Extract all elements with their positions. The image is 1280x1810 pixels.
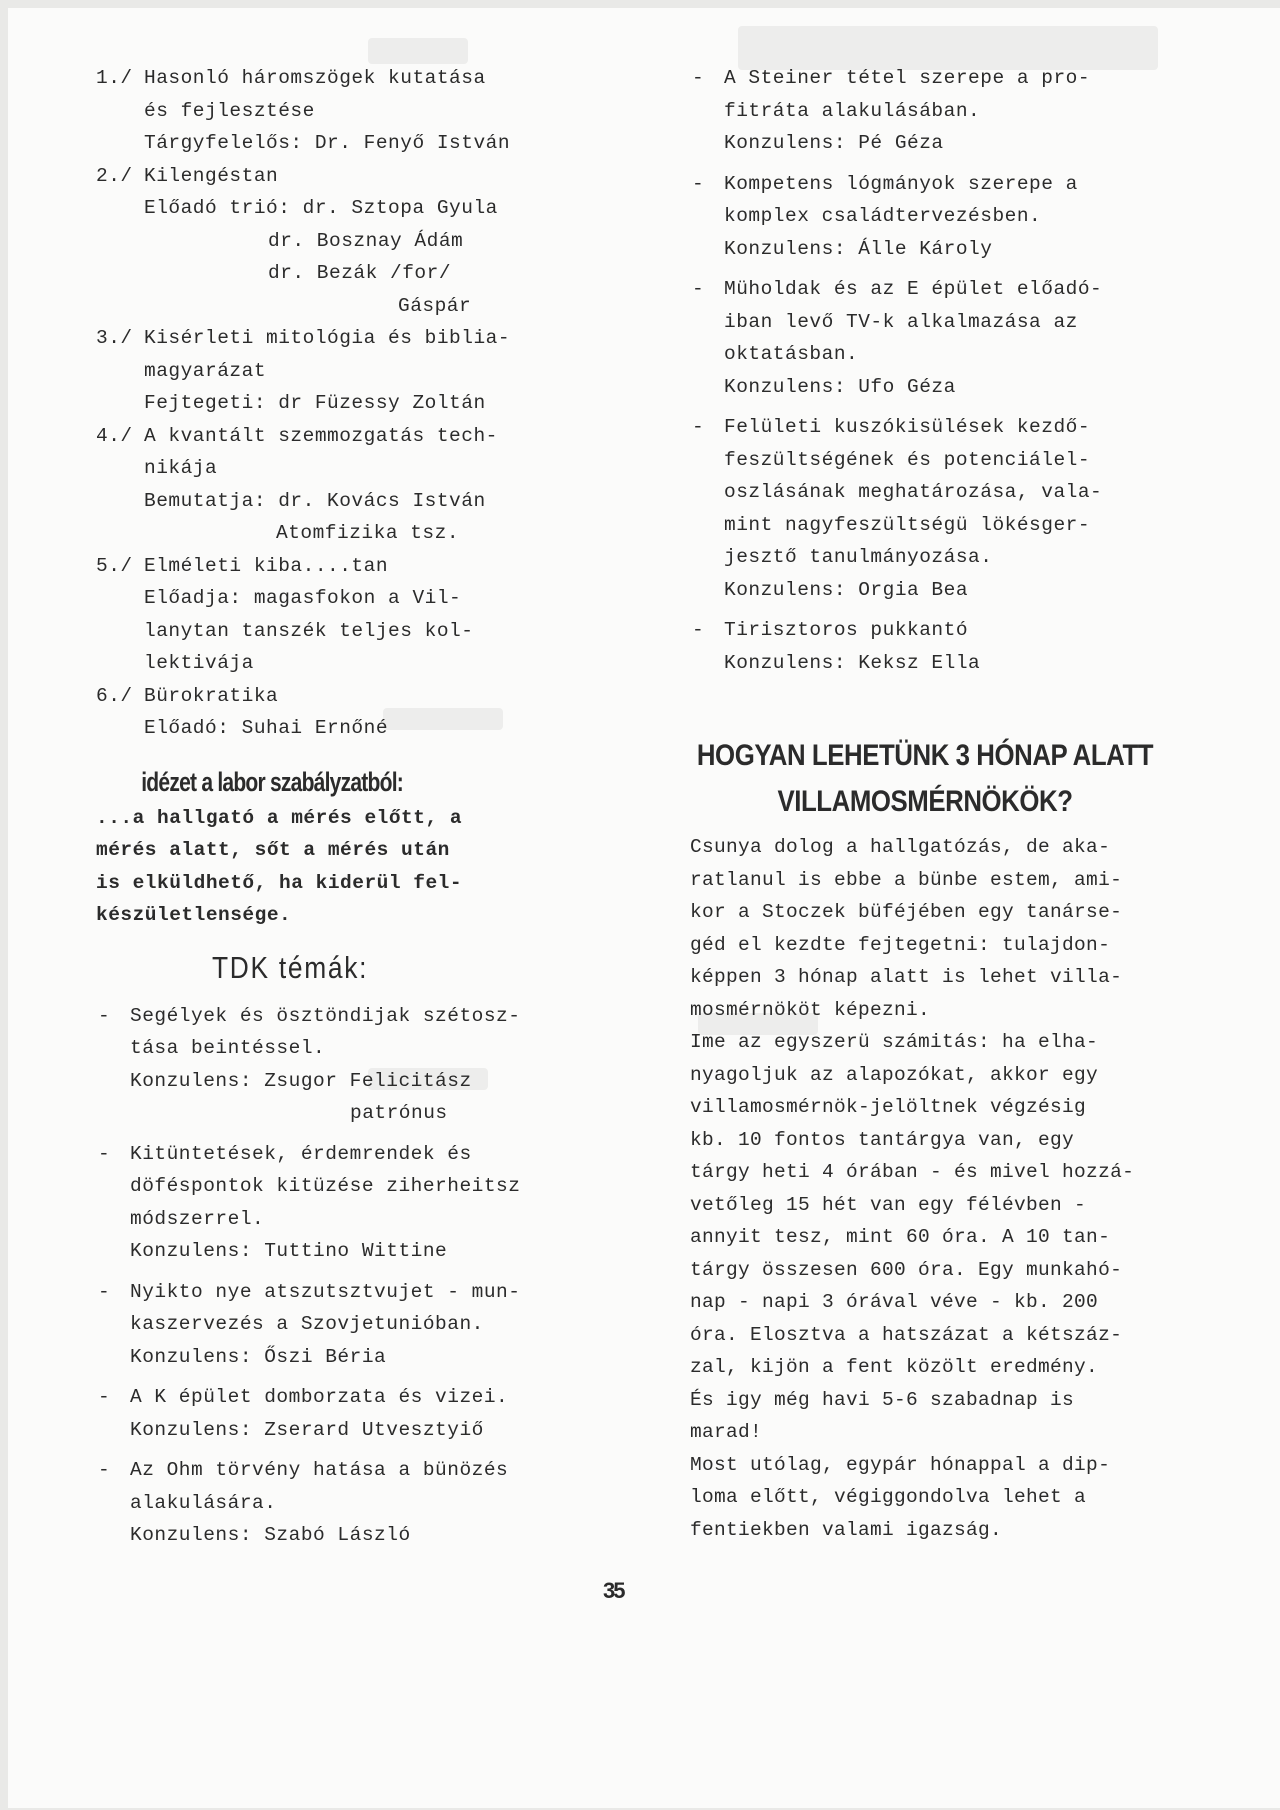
article-line: villamosmérnök-jelöltnek végzésig — [690, 1096, 1087, 1118]
lecture-number: 2./ — [96, 164, 145, 187]
tdk-item — [690, 62, 1160, 160]
tdk-line: Konzulens: Álle Károly — [724, 237, 993, 260]
article-line: képpen 3 hónap alatt is lehet villa- — [690, 966, 1123, 988]
tdk-line: Konzulens: Tuttino Wittine — [130, 1240, 448, 1262]
tdk-line: Konzulens: Zsugor Felicitász — [130, 1069, 472, 1092]
tdk-item — [96, 1276, 596, 1374]
tdk-line: tása beintéssel. — [130, 1037, 326, 1059]
article-line: Ime az egyszerü számitás: ha elha- — [690, 1031, 1099, 1053]
tdk-line: Konzulens: Ufo Géza — [724, 375, 956, 398]
page-number: 35 — [603, 1578, 624, 1603]
lecture-line: Fejtegeti: dr Füzessy Zoltán — [144, 392, 486, 414]
lecture-line: magyarázat — [144, 359, 267, 382]
tdk-line: oszlásának meghatározása, vala- — [724, 481, 1103, 503]
lecture-text: Elméleti kiba....tan — [144, 554, 389, 577]
article-line: És igy még havi 5-6 szabadnap is — [690, 1388, 1075, 1411]
tdk-line: Konzulens: Szabó László — [130, 1524, 411, 1546]
article-line: fentiekben valami igazság. — [690, 1518, 1003, 1541]
tdk-line: Konzulens: Zserard Utvesztyiő — [130, 1418, 484, 1441]
article-line: tárgy összesen 600 óra. Egy munkahó- — [690, 1258, 1123, 1281]
tdk-line: - Müholdak és az E épület előadó- — [690, 273, 1160, 306]
tdk-item — [96, 1454, 596, 1552]
lecture-text: Hasonló háromszögek kutatása — [144, 67, 486, 89]
article-line: Csunya dolog a hallgatózás, de aka- — [690, 836, 1111, 858]
spacer — [690, 679, 1160, 687]
tdk-item — [690, 614, 1160, 679]
article-line: óra. Elosztva a hatszázat a kétszáz- — [690, 1323, 1123, 1346]
show-through-box — [368, 38, 468, 64]
lecture-line: dr. Bosznay Ádám — [268, 229, 464, 252]
lecture-item — [96, 322, 596, 420]
tdk-line: - Kompetens lógmányok szerepe a — [690, 168, 1160, 201]
tdk-line: patrónus — [350, 1102, 448, 1124]
lecture-line: Tárgyfelelős: Dr. Fenyő István — [144, 132, 511, 154]
article-line: tárgy heti 4 órában - és mivel hozzá- — [690, 1161, 1135, 1183]
lecture-list — [96, 62, 596, 745]
quote-line: mérés alatt, sőt a mérés után — [96, 839, 450, 861]
tdk-line: alakulására. — [130, 1491, 277, 1514]
quote-body — [96, 802, 596, 932]
article-line: zal, kijön a fent közölt eredmény. — [690, 1356, 1099, 1378]
tdk-title: TDK témák: — [212, 949, 369, 985]
tdk-line: kaszervezés a Szovjetunióban. — [130, 1313, 484, 1335]
spacer — [96, 1446, 596, 1454]
tdk-line: Konzulens: Őszi Béria — [130, 1345, 387, 1368]
tdk-line: - Felületi kuszókisülések kezdő- — [690, 411, 1160, 444]
tdk-line: - Tirisztoros pukkantó — [690, 614, 1160, 647]
left-column — [96, 62, 596, 1560]
tdk-item — [96, 1000, 596, 1130]
tdk-line: - Nyikto nye atszutsztvujet - mun- — [96, 1276, 596, 1309]
tdk-list-right — [690, 62, 1160, 687]
quote-title: idézet a labor szabályzatból: — [141, 766, 404, 797]
spacer — [96, 1373, 596, 1381]
lecture-line — [96, 160, 596, 193]
tdk-line: Konzulens: Pé Géza — [724, 132, 944, 154]
lecture-line: Bemutatja: dr. Kovács István — [144, 489, 486, 512]
tdk-line: oktatásban. — [724, 343, 859, 365]
tdk-item — [96, 1381, 596, 1446]
tdk-line: döféspontok kitüzése ziherheitsz — [130, 1175, 521, 1197]
article-line: kb. 10 fontos tantárgya van, egy — [690, 1128, 1075, 1151]
lecture-number: 4./ — [96, 424, 145, 447]
tdk-list-left — [96, 1000, 596, 1560]
quote-line: ...a hallgató a mérés előtt, a — [96, 806, 463, 829]
lecture-line: Gáspár — [398, 294, 472, 317]
lecture-line: és fejlesztése — [144, 99, 315, 122]
article-line: nyagoljuk az alapozókat, akkor egy — [690, 1063, 1099, 1086]
lecture-line — [96, 62, 596, 95]
article-line: kor a Stoczek büféjében egy tanárse- — [690, 901, 1123, 923]
lecture-line: dr. Bezák /for/ — [268, 262, 452, 284]
lecture-item — [96, 680, 596, 745]
lecture-line: lanytan tanszék teljes kol- — [144, 619, 474, 642]
lecture-text: A kvantált szemmozgatás tech- — [144, 424, 498, 447]
lecture-line: Előadó: Suhai Ernőné — [144, 717, 389, 739]
lecture-line — [96, 322, 596, 355]
spacer — [96, 1130, 596, 1138]
lecture-number: 5./ — [96, 554, 145, 577]
spacer — [96, 1552, 596, 1560]
tdk-line: Konzulens: Orgia Bea — [724, 578, 969, 601]
lecture-line — [96, 550, 596, 583]
spacer — [96, 1268, 596, 1276]
lecture-number: 3./ — [96, 327, 145, 349]
tdk-line: - Kitüntetések, érdemrendek és — [96, 1138, 596, 1171]
lecture-line: Előadó trió: dr. Sztopa Gyula — [144, 197, 498, 219]
article-line: nap - napi 3 órával véve - kb. 200 — [690, 1291, 1099, 1313]
tdk-line: fitráta alakulásában. — [724, 99, 981, 122]
lecture-number: 1./ — [96, 67, 145, 89]
quote-line: készületlensége. — [96, 904, 292, 926]
quote-line: is elküldhető, ha kiderül fel- — [96, 871, 463, 894]
tdk-line: módszerrel. — [130, 1207, 265, 1230]
lecture-text: Bürokratika — [144, 684, 279, 707]
tdk-item — [690, 168, 1160, 266]
lecture-line: Előadja: magasfokon a Vil- — [144, 587, 462, 609]
article-line: annyit tesz, mint 60 óra. A 10 tan- — [690, 1226, 1111, 1248]
article-headline — [692, 733, 1158, 825]
headline-line-2: VILLAMOSMÉRNÖKÖK? — [777, 785, 1073, 818]
lecture-text: Kisérleti mitológia és biblia- — [144, 327, 511, 349]
article-line: Most utólag, egypár hónappal a dip- — [690, 1453, 1111, 1476]
article-line: géd el kezdte fejtegetni: tulajdon- — [690, 933, 1111, 956]
lecture-item — [96, 550, 596, 680]
lecture-item — [96, 420, 596, 550]
lecture-line: nikája — [144, 457, 218, 479]
tdk-line: - A Steiner tétel szerepe a pro- — [690, 62, 1160, 95]
tdk-item — [690, 273, 1160, 403]
tdk-item — [690, 411, 1160, 606]
lecture-number: 6./ — [96, 684, 145, 707]
lecture-line — [96, 420, 596, 453]
lecture-line: lektivája — [144, 652, 254, 674]
lecture-line: Atomfizika tsz. — [276, 522, 460, 544]
lecture-text: Kilengéstan — [144, 164, 279, 187]
spacer — [690, 160, 1160, 168]
tdk-line: komplex családtervezésben. — [724, 205, 1042, 227]
lecture-line — [96, 680, 596, 713]
tdk-line: - Az Ohm törvény hatása a bünözés — [96, 1454, 596, 1487]
tdk-line: - A K épület domborzata és vizei. — [96, 1381, 596, 1414]
spacer — [690, 606, 1160, 614]
lecture-item — [96, 62, 596, 160]
article-line: mosmérnököt képezni. — [690, 998, 931, 1021]
article-line: loma előtt, végiggondolva lehet a — [690, 1486, 1087, 1508]
lecture-item — [96, 160, 596, 323]
right-column — [690, 62, 1160, 1546]
article-line: marad! — [690, 1421, 763, 1443]
tdk-line: - Segélyek és ösztöndijak szétosz- — [96, 1000, 596, 1033]
tdk-line: mint nagyfeszültségü lökésger- — [724, 513, 1091, 536]
tdk-line: iban levő TV-k alkalmazása az — [724, 310, 1078, 333]
article-body — [690, 831, 1160, 1546]
headline-line-1: HOGYAN LEHETÜNK 3 HÓNAP ALATT — [696, 739, 1154, 772]
spacer — [690, 265, 1160, 273]
tdk-line: feszültségének és potenciálel- — [724, 448, 1091, 471]
tdk-line: jesztő tanulmányozása. — [724, 546, 993, 568]
tdk-item — [96, 1138, 596, 1268]
article-line: ratlanul is ebbe a bünbe estem, ami- — [690, 868, 1123, 891]
article-line: vetőleg 15 hét van egy félévben - — [690, 1193, 1087, 1216]
spacer — [690, 403, 1160, 411]
tdk-line: Konzulens: Keksz Ella — [724, 651, 981, 674]
